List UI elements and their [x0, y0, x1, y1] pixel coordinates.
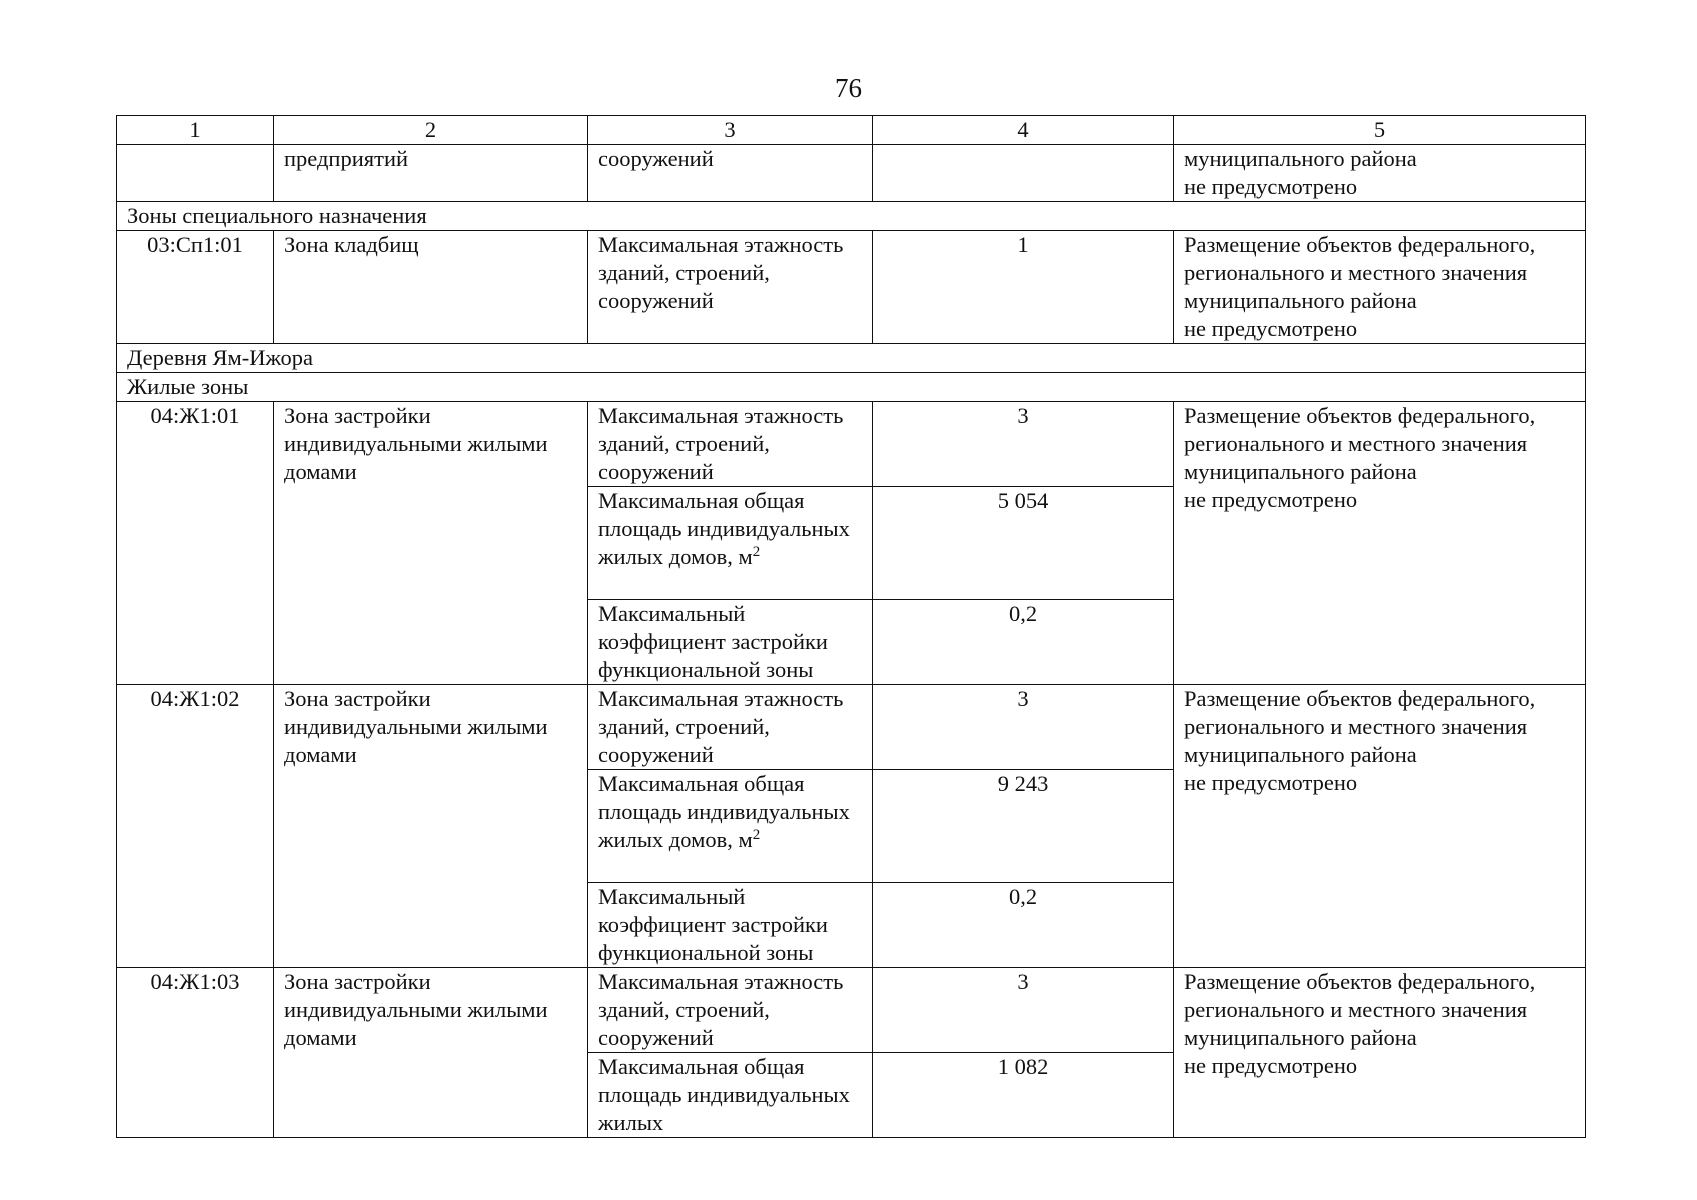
- section-row: [117, 373, 1586, 402]
- note-cell: [1174, 145, 1586, 202]
- section-heading: Зоны специального назначения: [117, 202, 1586, 231]
- value-cell: 0,2: [873, 883, 1174, 968]
- note-cell: [1174, 685, 1586, 968]
- parameter-cell: [588, 770, 873, 883]
- column-number: 2: [274, 116, 588, 145]
- note-line: регионального и местного значения: [1184, 714, 1528, 739]
- value-cell: [873, 145, 1174, 202]
- unit-superscript: 2: [752, 827, 761, 843]
- note-line: муниципального района: [1184, 742, 1417, 767]
- zone-name-cell: Зона застройки индивидуальными жилыми домами: [274, 685, 588, 968]
- value-cell: 3: [873, 685, 1174, 770]
- zone-name-cell: Зона кладбищ: [274, 231, 588, 344]
- parameter-cell: Максимальная этажность зданий, строений, сооружений: [588, 231, 873, 344]
- zone-name-cell: предприятий: [274, 145, 588, 202]
- parameter-cell: Максимальная этажность зданий, строений, сооружений: [588, 402, 873, 487]
- note-line: регионального и местного значения: [1184, 431, 1528, 456]
- column-number: 5: [1174, 116, 1586, 145]
- note-line: Размещение объектов федерального,: [1184, 969, 1536, 994]
- note-line: муниципального района: [1184, 288, 1417, 313]
- unit-superscript: 2: [752, 544, 761, 560]
- value-cell: 9 243: [873, 770, 1174, 883]
- value-cell: 3: [873, 402, 1174, 487]
- parameter-cell: Максимальный коэффициент застройки функциональной зоны: [588, 883, 873, 968]
- zone-code-cell: 04:Ж1:03: [117, 968, 274, 1138]
- note-line: Размещение объектов федерального,: [1184, 232, 1536, 257]
- table-row: [117, 685, 1586, 770]
- zoning-table: [116, 115, 1586, 1138]
- note-line: муниципального района: [1184, 1025, 1417, 1050]
- parameter-cell: [588, 487, 873, 600]
- note-line: не предусмотрено: [1184, 316, 1358, 341]
- zone-code-cell: 03:Сп1:01: [117, 231, 274, 344]
- note-line: муниципального района: [1184, 459, 1417, 484]
- column-number: 4: [873, 116, 1174, 145]
- value-cell: 3: [873, 968, 1174, 1053]
- note-cell: [1174, 968, 1586, 1138]
- column-number: 1: [117, 116, 274, 145]
- table-row: [117, 402, 1586, 487]
- note-line: регионального и местного значения: [1184, 997, 1528, 1022]
- table-row: [117, 231, 1586, 344]
- zone-name-cell: Зона застройки индивидуальными жилыми домами: [274, 402, 588, 685]
- zone-code-cell: 04:Ж1:02: [117, 685, 274, 968]
- note-line: регионального и местного значения: [1184, 260, 1528, 285]
- zone-name-cell: Зона застройки индивидуальными жилыми домами: [274, 968, 588, 1138]
- table-row: [117, 968, 1586, 1053]
- note-line: не предусмотрено: [1184, 487, 1358, 512]
- section-heading: Деревня Ям-Ижора: [117, 344, 1586, 373]
- note-cell: [1174, 231, 1586, 344]
- note-line: Размещение объектов федерального,: [1184, 403, 1536, 428]
- parameter-cell: Максимальная этажность зданий, строений, сооружений: [588, 968, 873, 1053]
- column-number-row: [117, 116, 1586, 145]
- table-row: [117, 145, 1586, 202]
- parameter-text: Максимальная общая площадь индивидуальных жилых домов, м: [598, 488, 850, 569]
- section-row: [117, 202, 1586, 231]
- note-line: не предусмотрено: [1184, 770, 1358, 795]
- zone-code-cell: 04:Ж1:01: [117, 402, 274, 685]
- note-line: муниципального района: [1184, 146, 1417, 171]
- note-line: не предусмотрено: [1184, 1053, 1358, 1078]
- parameter-text: Максимальная общая площадь индивидуальных жилых домов, м: [598, 771, 850, 852]
- column-number: 3: [588, 116, 873, 145]
- value-cell: 5 054: [873, 487, 1174, 600]
- parameter-cell: сооружений: [588, 145, 873, 202]
- note-line: не предусмотрено: [1184, 174, 1358, 199]
- section-row: [117, 344, 1586, 373]
- page-number: 76: [835, 73, 862, 103]
- note-line: Размещение объектов федерального,: [1184, 686, 1536, 711]
- value-cell: 0,2: [873, 600, 1174, 685]
- zone-code-cell: [117, 145, 274, 202]
- parameter-cell: Максимальная общая площадь индивидуальных жилых: [588, 1053, 873, 1138]
- value-cell: 1: [873, 231, 1174, 344]
- parameter-cell: Максимальный коэффициент застройки функциональной зоны: [588, 600, 873, 685]
- section-heading: Жилые зоны: [117, 373, 1586, 402]
- value-cell: 1 082: [873, 1053, 1174, 1138]
- parameter-cell: Максимальная этажность зданий, строений, сооружений: [588, 685, 873, 770]
- note-cell: [1174, 402, 1586, 685]
